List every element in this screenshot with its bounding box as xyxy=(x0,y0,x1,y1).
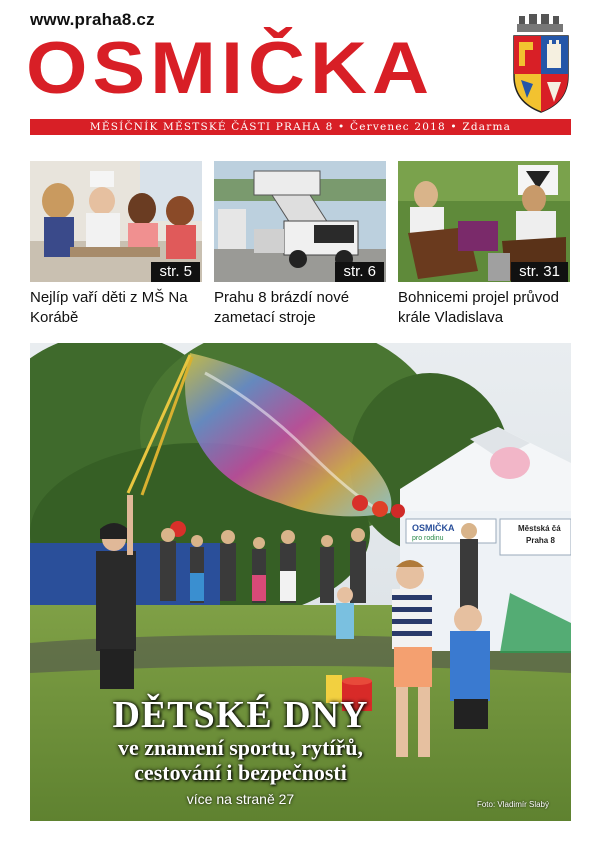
page-tag: str. 6 xyxy=(335,262,384,282)
hero-subtitle-line-1: ve znamení sportu, rytířů, xyxy=(117,735,364,760)
tent-sign: Městská čá xyxy=(518,524,561,533)
page-tag: str. 5 xyxy=(151,262,200,282)
teaser-3[interactable] xyxy=(398,161,570,328)
site-url[interactable]: www.praha8.cz xyxy=(30,10,155,29)
hero-photo xyxy=(30,343,571,821)
teaser-caption: Prahu 8 brázdí nové zametací stroje xyxy=(214,289,350,326)
hero-more-link[interactable]: více na straně 27 xyxy=(186,791,295,807)
hero-subtitle xyxy=(30,735,511,785)
teaser-caption: Nejlíp vaří děti z MŠ Na Korábě xyxy=(30,289,188,326)
teaser-caption: Bohnicemi projel průvod krále Vladislava xyxy=(398,289,559,326)
tent-sign: OSMIČKA xyxy=(412,523,455,533)
tagline-bar: MĚSÍČNÍK MĚSTSKÉ ČÁSTI PRAHA 8 • Červenec 2018 • Zdarma xyxy=(30,119,571,135)
photo-credit: Foto: Vladimír Slabý xyxy=(476,800,549,809)
teaser-2[interactable] xyxy=(214,161,386,328)
teaser-photo-royal-procession xyxy=(398,161,570,282)
masthead-title: OSMIČKA xyxy=(26,26,435,109)
hero-title: DĚTSKÉ DNY xyxy=(112,694,369,736)
hero-subtitle-line-2: cestování i bezpečnosti xyxy=(134,760,347,785)
teaser-1[interactable] xyxy=(30,161,202,328)
tent-sign: Praha 8 xyxy=(526,536,555,545)
tent-sign: pro rodinu xyxy=(412,535,444,542)
teaser-photo-kids-cooking xyxy=(30,161,202,282)
teaser-photo-street-sweeper xyxy=(214,161,386,282)
coat-of-arms-icon xyxy=(511,14,571,114)
page-tag: str. 31 xyxy=(511,262,568,282)
